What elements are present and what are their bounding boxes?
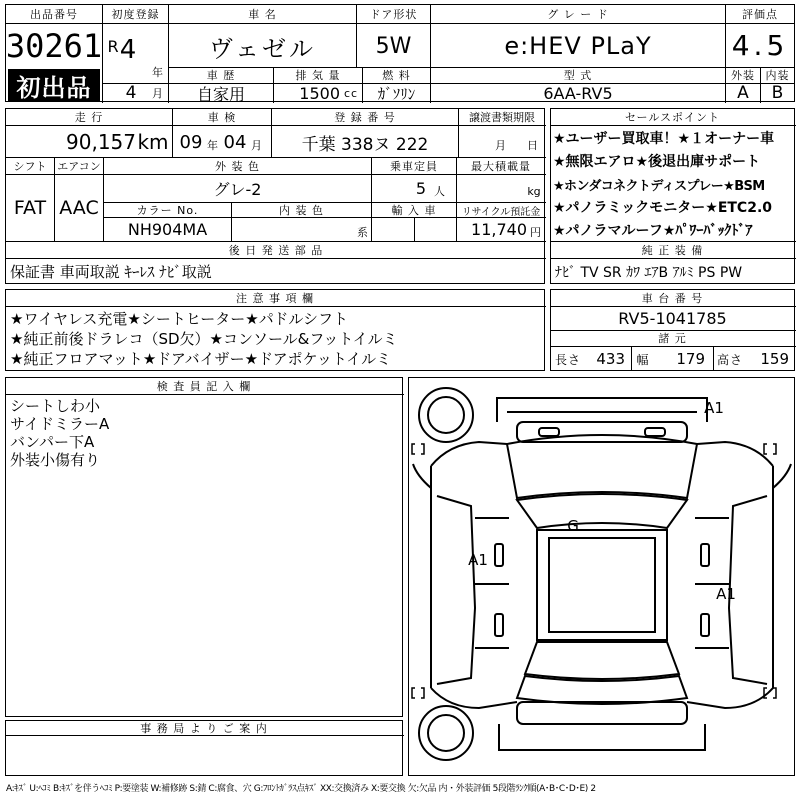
height: 159 [760,350,789,368]
seats-header: 乗車定員 [390,160,438,173]
lot-number: 30261 [5,27,103,65]
door-header: ドア形状 [369,8,418,21]
displacement-unit: cc [343,86,359,100]
sales-line: ★ホンダコネクトディスプレー★BSM [553,178,765,194]
inspect-year-unit: 年 [207,139,219,152]
import-header: 輸 入 車 [391,204,437,217]
color-number: NH904MA [127,220,208,239]
sales-line: ★無限エアロ★後退出庫サポート [553,154,761,170]
later-parts-header: 後 日 発 送 部 品 [228,244,324,257]
int-grade: B [771,83,784,103]
equipment: ﾅﾋﾞ TV SR ｶﾜ ｴｱB ｱﾙﾐ PS PW [555,264,743,281]
plate-number: 千葉 338ヌ 222 [301,134,429,155]
mileage-unit: km [137,130,169,154]
transfer-header: 譲渡書類期限 [469,111,535,124]
model-header: 型 式 [563,69,593,82]
fuel: ｶﾞｿﾘﾝ [377,84,416,103]
length: 433 [596,350,625,368]
lot-header: 出品番号 [30,8,78,21]
mileage: 90,157 [66,130,136,154]
exterior-color: グレ-2 [213,179,262,199]
width-label: 幅 [636,352,650,367]
score: 4.5 [731,28,789,62]
caution-section [5,289,545,371]
transfer-month: 月 [495,139,507,152]
inspect-month: 04 [223,131,247,153]
fuel-header: 燃 料 [382,69,411,82]
caution-line: ★ワイヤレス充電★シートヒーター★パドルシフト [10,309,349,328]
intcolor-header: 内 装 色 [279,204,324,217]
inspector-line: バンパー下A [10,433,95,451]
door-type: 5W [375,33,412,59]
transfer-day: 日 [527,139,539,152]
reg-year: 4 [119,35,137,65]
damage-mark-front: A1 [704,399,724,417]
model-code: 6AA-RV5 [543,83,613,103]
recycle-header: リサイクル預託金 [461,206,541,218]
grade-header: グ レ ー ド [547,8,609,21]
color-header: 外 装 色 [215,160,260,173]
intcolor-unit: 系 [357,226,369,239]
first-reg-header: 初度登録 [111,8,160,21]
office-section [5,720,403,776]
chassis-header: 車 台 番 号 [641,292,704,305]
inspect-month-unit: 月 [251,139,263,152]
grade: e:HEV PLaY [504,32,652,60]
colorno-header: カラー No. [136,204,199,217]
ext-grade: A [737,83,749,103]
caution-line: ★純正前後ドラレコ（SD欠）★コンソール&フットイルミ [10,329,398,348]
recycle-unit: 円 [530,226,542,239]
score-header: 評価点 [742,8,778,21]
reg-month: 4 [125,83,137,103]
int-header: 内装 [765,69,790,82]
load-header: 最大積載量 [471,160,531,173]
legend: A:ｷｽﾞ U:ﾍｺﾐ B:ｷｽﾞを伴うﾍｺﾐ P:要塗装 W:補修跡 S:錆 C:腐食、穴 G:ﾌﾛﾝﾄｶﾞﾗｽ点ｷｽﾞ XX:交換済み X:要交換 欠:欠品 内・外装評価 5段階ﾗﾝｸ順(A･B･C･D･E) 2 [6,783,596,794]
width: 179 [676,350,705,368]
car-outline-diagram [409,378,796,777]
inspector-section [5,377,403,717]
equip-header: 純 正 装 備 [641,244,704,257]
reg-year-unit: 年 [152,66,164,79]
ext-header: 外装 [731,69,755,82]
first-listing-badge: 初出品 [8,69,100,102]
office-header: 事 務 局 よ り ご 案 内 [140,722,268,735]
dims-header: 諸 元 [658,332,687,345]
damage-mark-left: A1 [468,551,488,569]
recycle-fee: 11,740 [471,220,527,239]
car-diagram [408,377,795,776]
chassis-section [550,289,795,371]
chassis-number: RV5-1041785 [618,308,727,328]
inspector-line: 外装小傷有り [10,451,101,469]
car-name-header: 車 名 [248,8,277,21]
sales-line: ★パノラミックモニター★ETC2.0 [553,200,773,216]
displacement-header: 排 気 量 [295,69,341,82]
height-label: 高さ [717,352,744,367]
km-header: 走 行 [74,111,104,124]
shift: FAT [13,197,47,219]
mid-section [5,108,545,284]
top-section [5,4,795,102]
history-header: 車 歴 [206,69,236,82]
seats-unit: 人 [434,185,446,198]
length-label: 長さ [555,352,582,367]
sales-points [550,108,795,284]
sales-line: ★パノラマルーフ★ﾊﾟﾜｰﾊﾞｯｸﾄﾞｱ [553,223,753,239]
ac-header: エアコン [57,160,101,173]
later-parts: 保証書 車両取説 ｷｰﾚｽ ﾅﾋﾞ取説 [10,263,212,281]
sales-header: セールスポイント [624,111,720,124]
displacement: 1500 [299,83,340,103]
inspector-header: 検 査 員 記 入 欄 [156,380,252,393]
damage-mark-windshield: G [567,517,579,535]
shift-header: シフト [13,160,47,173]
inspect-year: 09 [179,131,203,153]
reg-month-unit: 月 [152,87,164,100]
caution-header: 注 意 事 項 欄 [236,292,314,305]
plate-header: 登 録 番 号 [334,111,396,124]
car-name: ヴェゼル [208,34,317,63]
damage-mark-right: A1 [716,585,736,603]
reg-era: R [107,36,119,56]
seats: 5 [415,178,426,198]
ac: AAC [59,197,99,219]
inspect-header: 車 検 [207,111,237,124]
caution-line: ★純正フロアマット★ドアバイザー★ドアポケットイルミ [10,349,392,368]
history: 自家用 [196,84,245,104]
inspector-line: サイドミラーA [10,415,110,433]
inspector-line: シートしわ小 [10,397,101,415]
load-unit: kg [527,184,541,198]
sales-line: ★ユーザー買取車！★１オーナー車 [553,131,775,147]
